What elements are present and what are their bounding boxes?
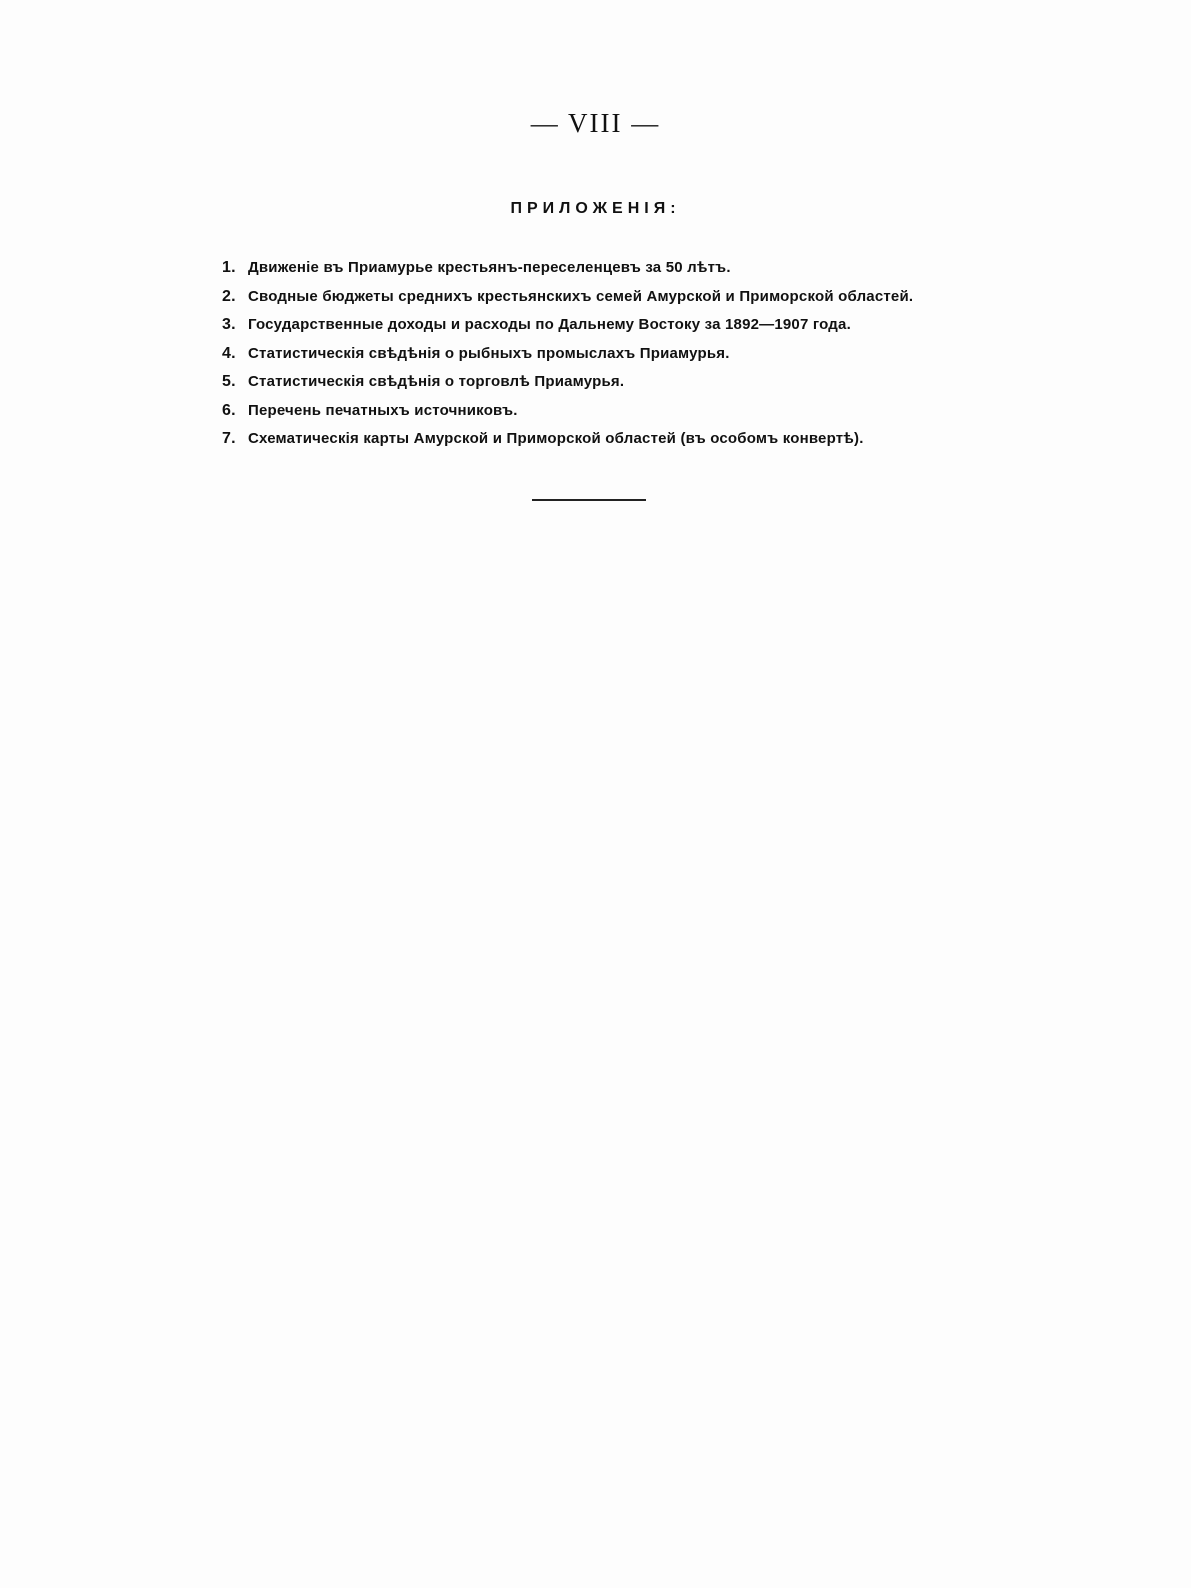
appendix-item — [222, 425, 982, 454]
appendix-item — [222, 254, 982, 283]
page-number: — VIII — — [530, 108, 661, 138]
appendix-text: Сводные бюджеты среднихъ крестьянскихъ семей Амурской и Приморской областей. — [248, 287, 914, 305]
appendix-item — [222, 340, 982, 369]
appendix-text: Государственные доходы и расходы по Дальнему Востоку за 1892—1907 года. — [248, 316, 851, 333]
appendix-item — [222, 397, 982, 426]
appendix-item — [222, 283, 982, 312]
appendix-number: 2. — [222, 287, 236, 305]
appendix-number: 6. — [222, 401, 236, 419]
appendix-number: 4. — [222, 344, 236, 362]
appendix-number: 1. — [222, 259, 236, 276]
appendix-item — [222, 368, 982, 397]
appendix-text: Статистическія свѣдѣнія о торговлѣ Приамурья. — [248, 373, 625, 390]
appendix-list — [222, 254, 982, 454]
appendix-text: Перечень печатныхъ источниковъ. — [248, 401, 518, 419]
appendix-number: 3. — [222, 316, 236, 333]
appendix-text: Движеніе въ Приамурье крестьянъ-переселенцевъ за 50 лѣтъ. — [248, 259, 731, 276]
appendix-text: Статистическія свѣдѣнія о рыбныхъ промыслахъ Приамурья. — [248, 344, 730, 362]
appendix-number: 7. — [222, 430, 236, 447]
section-end-rule — [532, 499, 646, 501]
appendix-text: Схематическія карты Амурской и Приморской областей (въ особомъ конвертѣ). — [248, 430, 864, 447]
appendix-number: 5. — [222, 373, 236, 390]
appendix-item — [222, 311, 982, 340]
section-title: ПРИЛОЖЕНІЯ: — [510, 200, 681, 217]
